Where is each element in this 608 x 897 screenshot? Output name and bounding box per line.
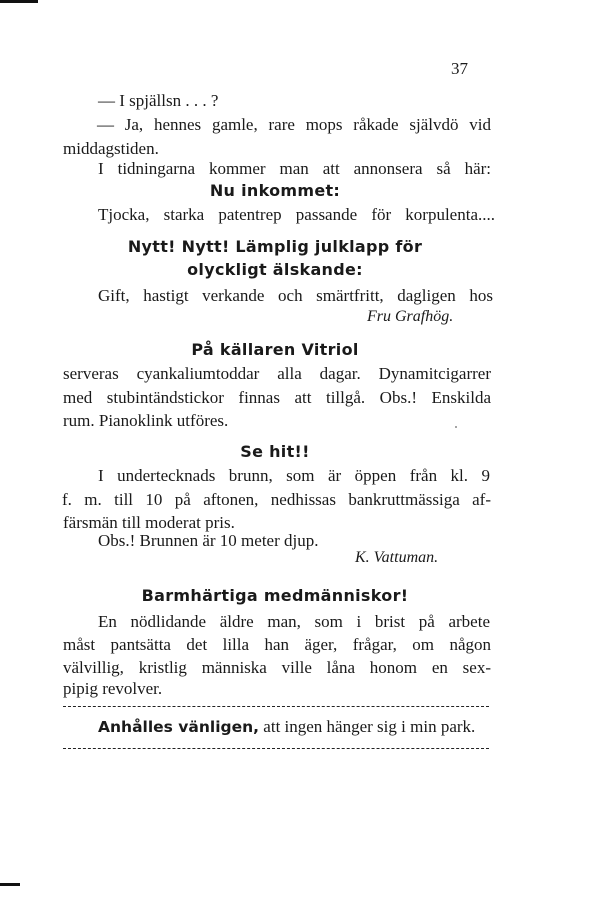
- dashed-rule-top: [63, 706, 489, 707]
- ad-body-brunn-line-4: Obs.! Brunnen är 10 meter djup.: [98, 531, 319, 550]
- dialogue-line-1: — I spjällsn . . . ?: [98, 91, 219, 110]
- park-notice: [98, 717, 475, 737]
- dialogue-line-2: — Ja, hennes gamle, rare mops råkade självdö vid: [97, 115, 491, 134]
- ad-heading-nu-inkommet: Nu inkommet:: [209, 181, 341, 200]
- park-notice-rest: att ingen hänger sig i min park.: [259, 717, 476, 736]
- ad-body-gift: Gift, hastigt verkande och smärtfritt, dagligen hos: [98, 286, 493, 305]
- ad-body-brunn-line-2: f. m. till 10 på aftonen, nedhissas bankruttmässiga af-: [62, 490, 491, 509]
- ad-body-brunn-line-1: I undertecknads brunn, som är öppen från kl. 9: [98, 466, 490, 485]
- signature-k-vattuman: K. Vattuman.: [355, 549, 439, 566]
- ad-heading-se-hit: Se hit!!: [240, 442, 310, 461]
- dashed-rule-bottom: [63, 748, 489, 749]
- ad-body-revolver-line-3: välvillig, kristlig människa ville låna honom en sex-: [63, 658, 491, 677]
- signature-fru-grafhog: Fru Grafhög.: [367, 308, 454, 325]
- ad-heading-kallaren-vitriol: På källaren Vitriol: [191, 340, 359, 359]
- ad-body-vitriol-line-1: serveras cyankaliumtoddar alla dagar. Dynamitcigarrer: [63, 364, 491, 383]
- ad-body-vitriol-line-3: rum. Pianoklink utföres.: [63, 411, 229, 430]
- ad-body-revolver-line-1: En nödlidande äldre man, som i brist på arbete: [98, 612, 490, 631]
- ad-body-patentrep: Tjocka, starka patentrep passande för korpulenta....: [98, 205, 495, 224]
- ad-body-brunn-line-3: färsmän till moderat pris.: [63, 513, 235, 532]
- ad-body-revolver-line-2: måst pantsätta det lilla han äger, frågar, om någon: [63, 635, 491, 654]
- ad-body-revolver-line-4: pipig revolver.: [63, 679, 163, 698]
- dialogue-line-3: I tidningarna kommer man att annonsera så här:: [98, 159, 491, 178]
- scan-edge-mark-top: [0, 0, 38, 3]
- ad-heading-nytt-line-2: olyckligt älskande:: [187, 260, 363, 279]
- scan-edge-mark-bottom: [0, 883, 20, 886]
- ad-heading-barmhartiga: Barmhärtiga medmänniskor!: [141, 586, 409, 605]
- page-number: 37: [451, 59, 468, 78]
- park-notice-bold: Anhålles vänligen,: [98, 718, 260, 736]
- ad-heading-nytt-line-1: Nytt! Nytt! Lämplig julklapp för: [127, 237, 423, 256]
- dialogue-line-2-cont: middagstiden.: [63, 139, 159, 158]
- ad-body-vitriol-line-2: med stubintändstickor finnas att tillgå. Obs.! Enskilda: [63, 388, 491, 407]
